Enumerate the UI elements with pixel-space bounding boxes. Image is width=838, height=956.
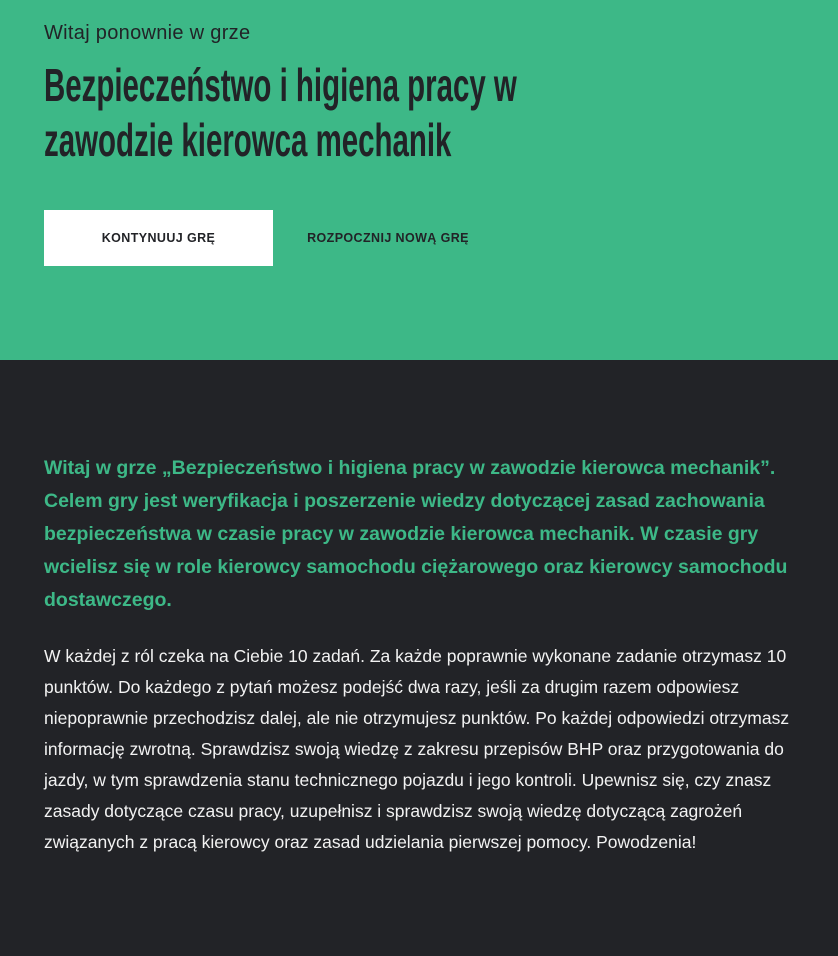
page-title-line: zawodzie kierowca mechanik (44, 114, 452, 166)
intro-lead: Witaj w grze „Bezpieczeństwo i higiena pracy w zawodzie kierowca mechanik”. Celem gry jest weryfikacja i poszerzenie wiedzy dotyczącej zasad zachowania bezpieczeństwa w czasie pracy w zawodzie kierowca mechanik. W czasie gry wcielisz się w role kierowcy samochodu ciężarowego oraz kierowcy samochodu dostawczego. (44, 457, 788, 611)
page-title (44, 58, 517, 168)
intro-description: W każdej z ról czeka na Ciebie 10 zadań. Za każde poprawnie wykonane zadanie otrzymasz 10 punktów. Do każdego z pytań możesz podejść dwa razy, jeśli za drugim razem odpowiesz niepoprawnie przechodzisz dalej, ale nie otrzymujesz punktów. Po każdej odpowiedzi otrzymasz informację zwrotną. Sprawdzisz swoją wiedzę z zakresu przepisów BHP oraz przygotowania do jazdy, w tym sprawdzenia stanu technicznego pojazdu i jego kontroli. Upewnisz się, czy znasz zasady dotyczące czasu pracy, uzupełnisz i sprawdzisz swoją wiedzę dotyczącą zagrożeń związanych z pracą kierowcy oraz zasad udzielania pierwszej pomocy. Powodzenia! (44, 646, 790, 852)
continue-game-button[interactable]: KONTYNUUJ GRĘ (44, 210, 273, 266)
intro-content (44, 452, 804, 858)
page-title-line: Bezpieczeństwo i higiena pracy w (44, 59, 517, 111)
welcome-back-subtitle: Witaj ponownie w grze (44, 22, 251, 44)
new-game-button[interactable]: ROZPOCZNIJ NOWĄ GRĘ (307, 231, 469, 245)
hero-section (0, 0, 838, 360)
